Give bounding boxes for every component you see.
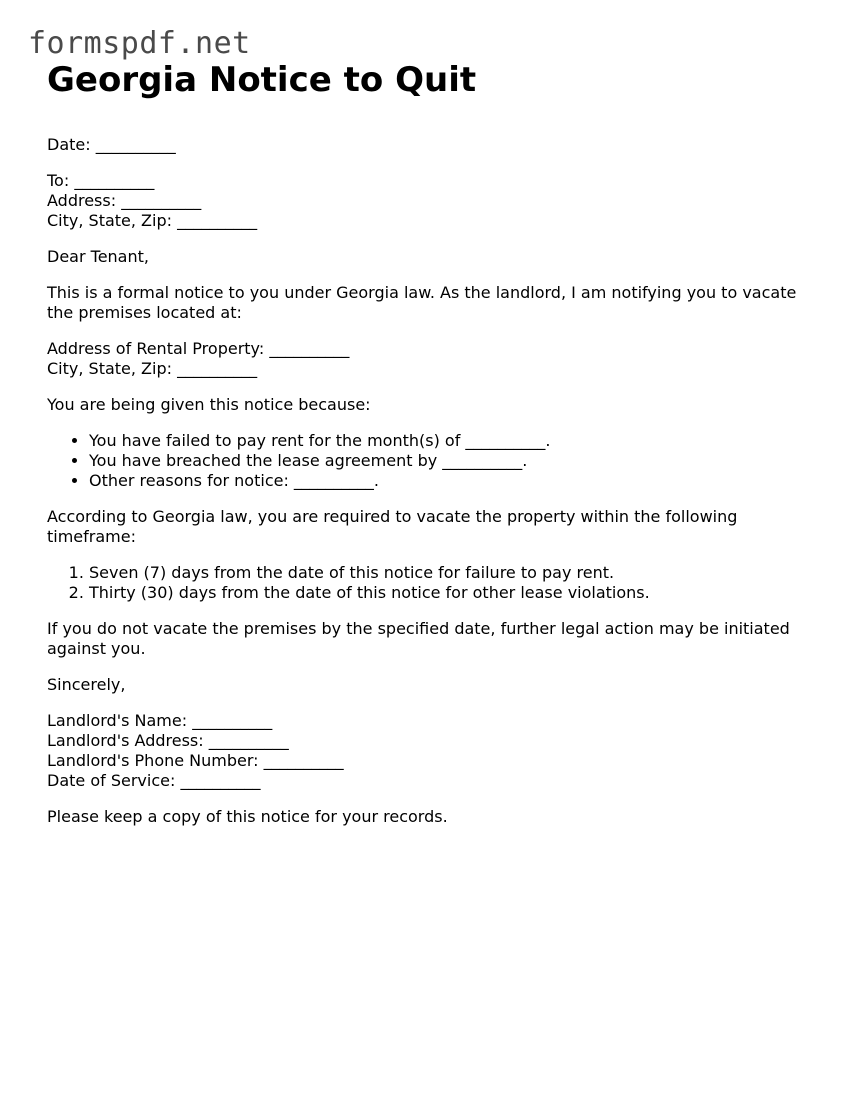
list-item: • You have breached the lease agreement by __________. [89,451,827,471]
salutation: Dear Tenant, [47,247,149,266]
reason-intro: You are being given this notice because: [47,395,371,414]
watermark: formspdf.net [28,26,251,61]
page-title: Georgia Notice to Quit [47,60,477,100]
property-city-state-zip: City, State, Zip: __________ [47,359,258,378]
recipient-address: Address: __________ [47,191,202,210]
closing: Sincerely, [47,675,126,694]
recipient-block [47,171,827,231]
list-item: 2. Thirty (30) days from the date of this notice for other lease violations. [89,583,827,603]
property-address: Address of Rental Property: __________ [47,339,350,358]
landlord-phone: Landlord's Phone Number: __________ [47,751,344,770]
footer-note: Please keep a copy of this notice for your records. [47,807,448,826]
recipient-to: To: __________ [47,171,155,190]
date-line: Date: __________ [47,135,176,154]
timeframe-intro: According to Georgia law, you are required to vacate the property within the following timeframe: [47,507,738,546]
list-item: • Other reasons for notice: __________. [89,471,827,491]
warning-paragraph: If you do not vacate the premises by the specified date, further legal action may be initiated against you. [47,619,790,658]
reasons-list [47,431,827,491]
document-body [47,60,827,843]
recipient-city-state-zip: City, State, Zip: __________ [47,211,258,230]
intro-paragraph: This is a formal notice to you under Georgia law. As the landlord, I am notifying you to vacate the premises located at: [47,283,797,322]
date-of-service: Date of Service: __________ [47,771,261,790]
timeframes-list [47,563,827,603]
property-block [47,339,827,379]
landlord-address: Landlord's Address: __________ [47,731,289,750]
list-item: 1. Seven (7) days from the date of this notice for failure to pay rent. [89,563,827,583]
landlord-block [47,711,827,791]
landlord-name: Landlord's Name: __________ [47,711,273,730]
list-item: • You have failed to pay rent for the month(s) of __________. [89,431,827,451]
